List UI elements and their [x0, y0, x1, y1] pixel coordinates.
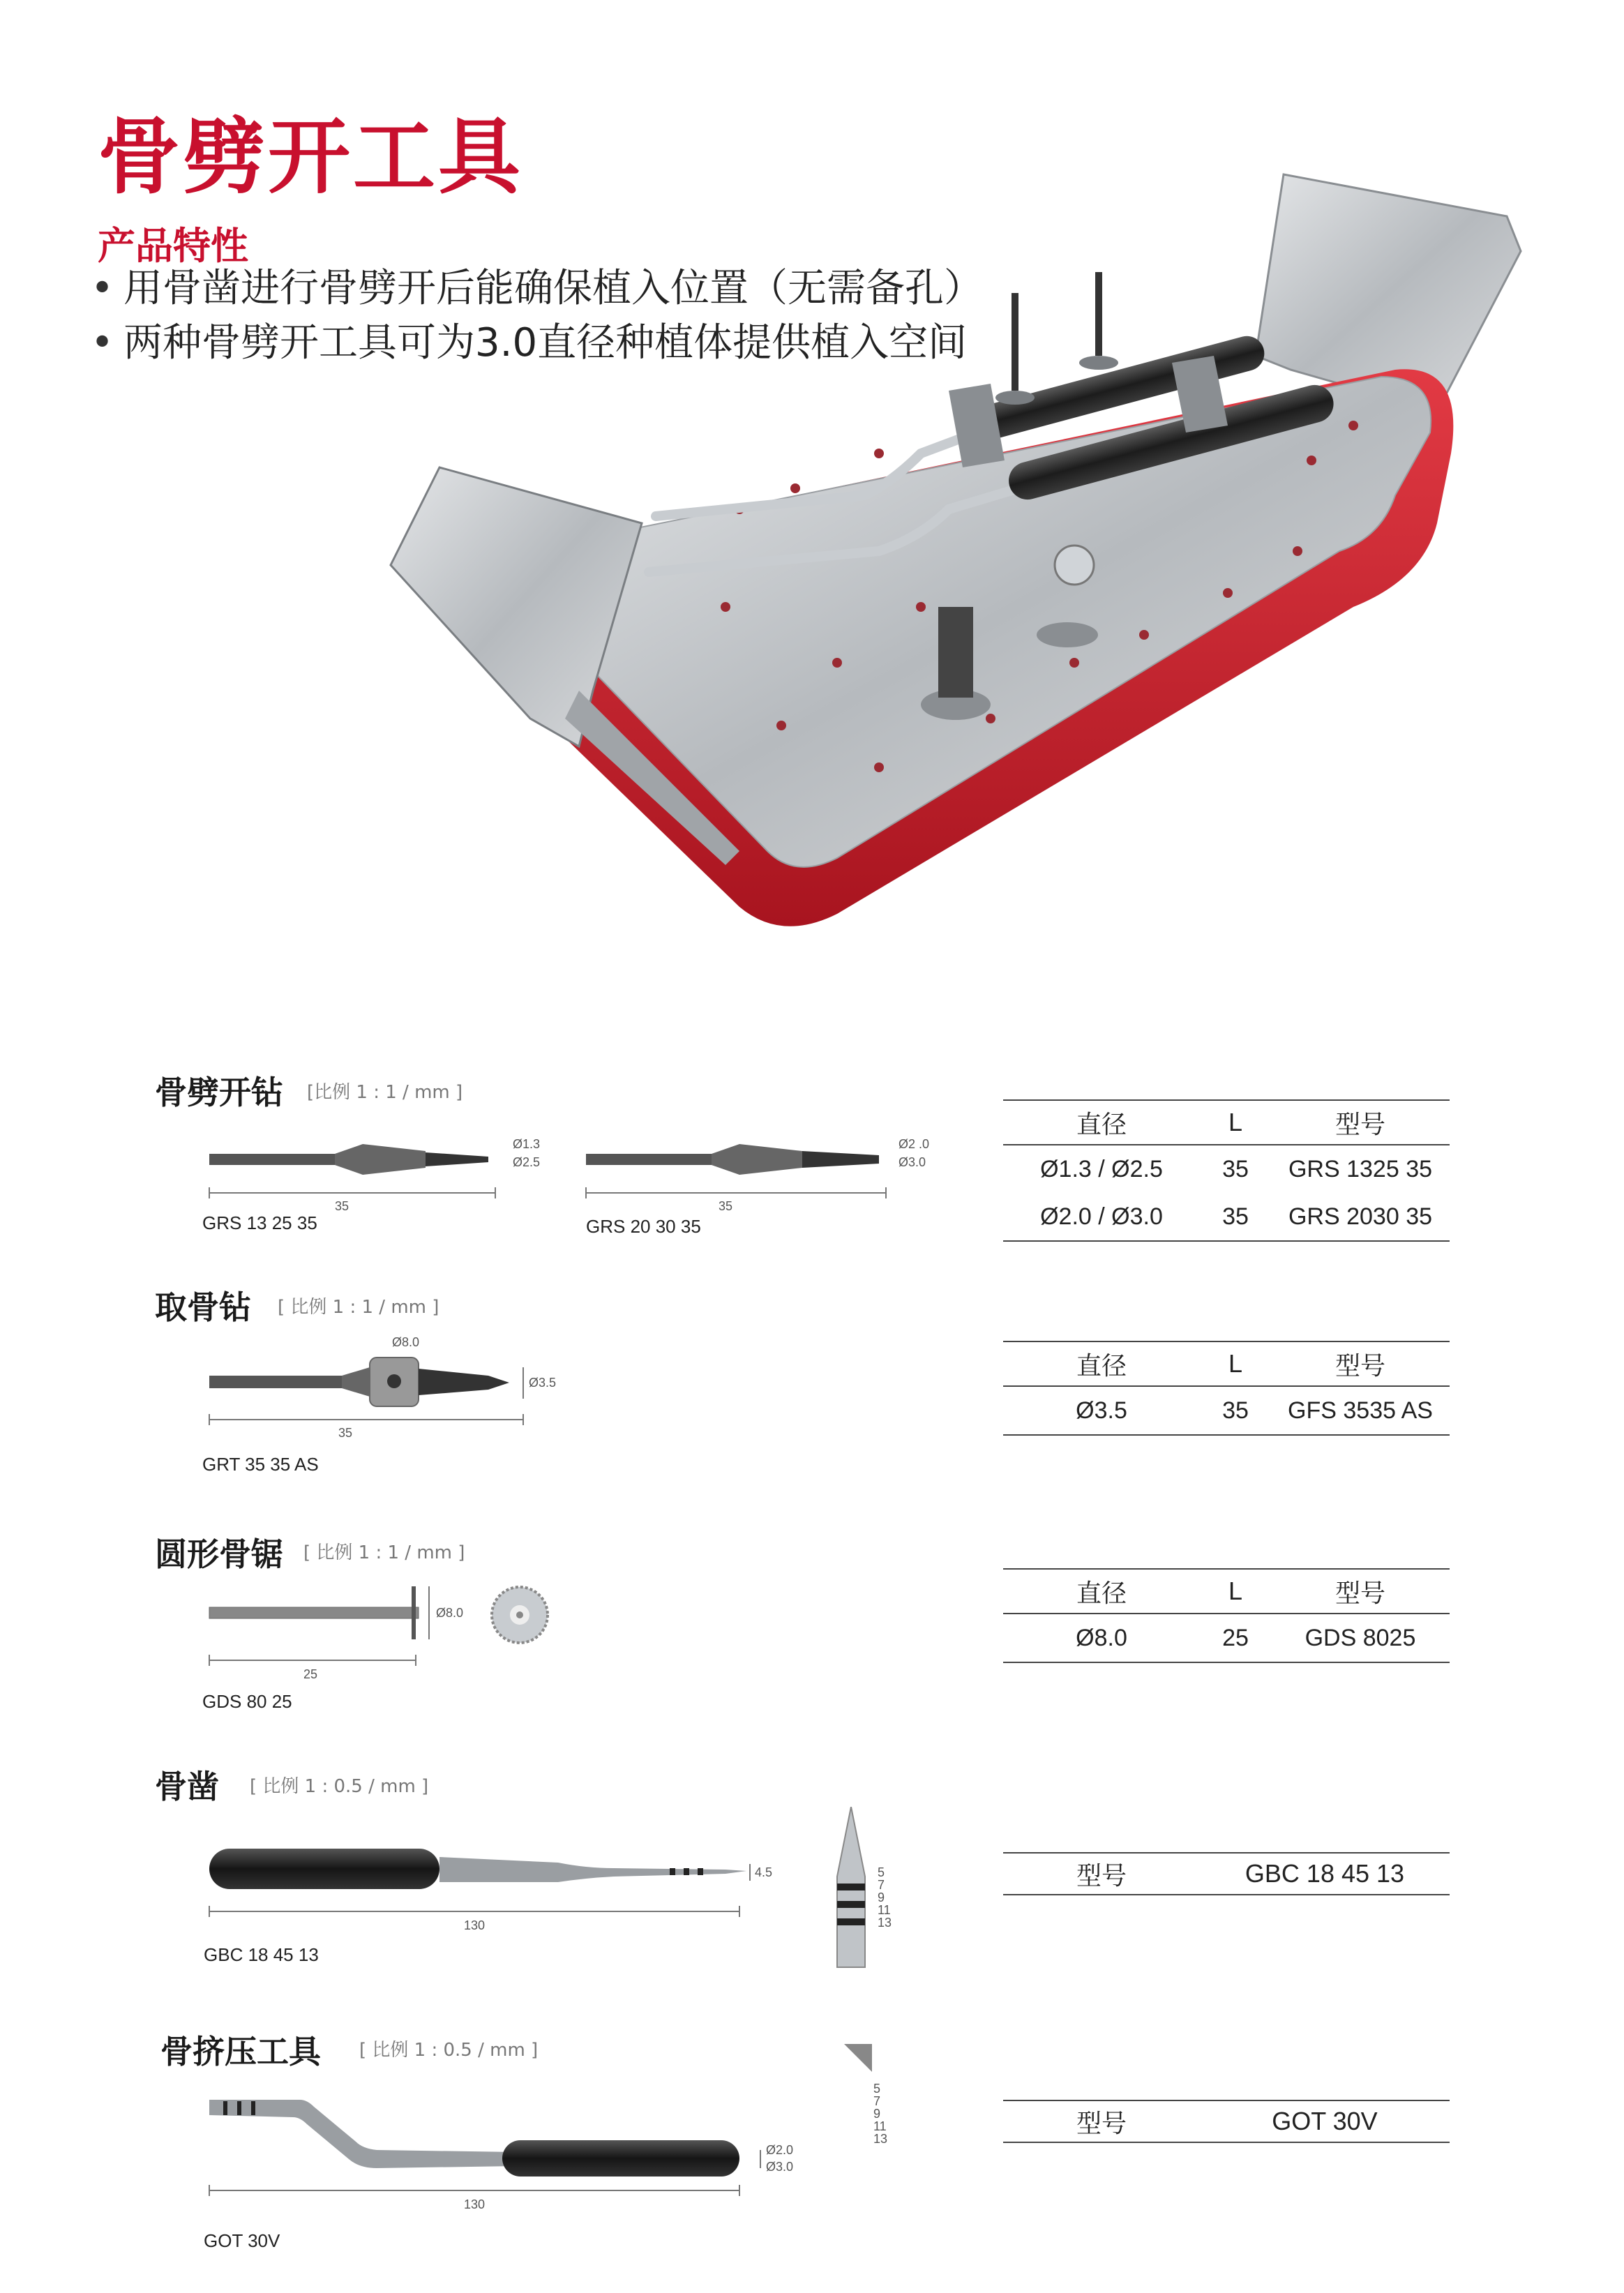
dim-dia: Ø3.0	[766, 2160, 794, 2174]
dim-dia: Ø8.0	[436, 1606, 464, 1620]
table-cell: GRS 2030 35	[1271, 1193, 1450, 1241]
depth-mark: 11	[878, 1903, 891, 1917]
scale-note: [ 比例 1 : 0.5 / mm ]	[359, 2040, 539, 2061]
scale-note: [ 比例 1 : 1 / mm ]	[303, 1542, 465, 1563]
table-cell: Ø8.0	[1003, 1614, 1200, 1662]
saw-disc-icon	[492, 1587, 548, 1643]
product-code: GBC 18 45 13	[204, 1944, 319, 1965]
col-header: 型号	[1003, 2100, 1200, 2142]
depth-mark: 7	[873, 2094, 881, 2108]
standing-drills	[1015, 272, 1099, 391]
depth-mark: 13	[878, 1916, 892, 1930]
depth-mark: 5	[878, 1865, 885, 1879]
col-header: L	[1200, 1341, 1271, 1386]
trephine	[938, 607, 973, 698]
dim-dia: Ø3.5	[529, 1376, 557, 1390]
col-header: 型号	[1271, 1341, 1450, 1386]
table-cell: GOT 30V	[1200, 2100, 1450, 2142]
chisel-depth-marks	[830, 1807, 914, 1974]
dim-dia: Ø1.3	[513, 1137, 541, 1151]
table-row	[1003, 1614, 1450, 1662]
col-header: L	[1200, 1569, 1271, 1614]
scale-note: [ 比例 1 : 1 / mm ]	[278, 1297, 439, 1318]
depth-mark: 13	[873, 2132, 888, 2146]
table-cell: Ø1.3 / Ø2.5	[1040, 1155, 1163, 1182]
drill-base	[995, 391, 1035, 405]
depth-mark: 9	[878, 1890, 885, 1904]
spec-table-disc-saw	[1003, 1568, 1450, 1663]
section-title-trephine: 取骨钻	[155, 1288, 251, 1326]
dim-length: 35	[719, 1199, 733, 1213]
scale-note: [ 比例 1 : 0.5 / mm ]	[250, 1776, 429, 1797]
table-row	[1003, 1193, 1450, 1241]
col-header: 型号	[1271, 1569, 1450, 1614]
table-cell: Ø3.5	[1003, 1386, 1200, 1435]
features-heading: 产品特性	[98, 224, 248, 268]
col-header: 型号	[1003, 1853, 1200, 1895]
section-title-ridge-drill: 骨劈开钻	[155, 1074, 283, 1111]
depth-mark: 9	[873, 2107, 881, 2121]
spec-table-osteotome	[1003, 2100, 1450, 2143]
dim-length: 25	[303, 1667, 318, 1681]
drill-grs-132535	[209, 1137, 540, 1213]
dim-dia: Ø2.0	[766, 2143, 794, 2157]
osteotome-drawing	[195, 2086, 893, 2225]
col-header: 直径	[1003, 1100, 1200, 1145]
spec-table-trephine	[1003, 1341, 1450, 1436]
dim-length: 130	[464, 2197, 486, 2211]
table-cell: GBC 18 45 13	[1200, 1853, 1450, 1895]
dim-length: 35	[338, 1426, 353, 1440]
table-cell: Ø2.0 / Ø3.0	[1003, 1193, 1200, 1241]
trephine-drawing	[195, 1332, 586, 1451]
product-code: GRS 13 25 35	[202, 1212, 317, 1233]
table-cell: GRS 1325 35	[1288, 1155, 1433, 1182]
product-code: GRS 20 30 35	[586, 1216, 701, 1237]
section-title-osteotome: 骨挤压工具	[160, 2033, 321, 2070]
tool-tray-illustration	[349, 160, 1535, 963]
drill-grs-203035	[586, 1137, 929, 1213]
feature-item: • 用骨凿进行骨劈开后能确保植入位置（无需备孔）	[91, 262, 983, 316]
table-cell: 35	[1222, 1155, 1249, 1182]
spec-table-chisel	[1003, 1852, 1450, 1895]
table-cell: 35	[1200, 1193, 1271, 1241]
product-code: GRT 35 35 AS	[202, 1454, 319, 1475]
col-header: 型号	[1271, 1100, 1450, 1145]
product-code: GDS 80 25	[202, 1691, 292, 1712]
depth-mark: 7	[878, 1878, 885, 1892]
dim-dia: Ø2.5	[513, 1155, 541, 1169]
dim-dia: Ø2 .0	[899, 1137, 930, 1151]
spec-table-ridge-drill	[1003, 1099, 1450, 1242]
table-cell: 35	[1200, 1386, 1271, 1435]
table-cell: 25	[1200, 1614, 1271, 1662]
depth-mark: 5	[873, 2082, 881, 2096]
disc-saw-drawing	[195, 1577, 586, 1688]
drill-base	[1079, 356, 1118, 370]
saw-disc	[1055, 546, 1094, 585]
table-cell: GFS 3535 AS	[1271, 1386, 1450, 1435]
dim-width: 4.5	[755, 1865, 773, 1879]
depth-mark: 11	[873, 2119, 887, 2133]
dim-length: 35	[335, 1199, 349, 1213]
scale-note: [比例 1 : 1 / mm ]	[307, 1082, 463, 1103]
col-header: 直径	[1003, 1569, 1200, 1614]
feature-item: • 两种骨劈开工具可为3.0直径种植体提供植入空间	[91, 316, 983, 370]
section-title-disc-saw: 圆形骨锯	[155, 1535, 283, 1573]
col-header: L	[1200, 1100, 1271, 1145]
dim-dia: Ø8.0	[392, 1335, 420, 1349]
table-row	[1003, 1386, 1450, 1435]
dim-length: 130	[464, 1918, 486, 1932]
dim-dia: Ø3.0	[899, 1155, 926, 1169]
product-code: GOT 30V	[204, 2230, 280, 2251]
table-cell: GDS 8025	[1271, 1614, 1450, 1662]
saw-base	[1037, 622, 1098, 647]
osteotome-depth-marks	[837, 2044, 907, 2163]
section-title-chisel: 骨凿	[155, 1768, 219, 1805]
col-header: 直径	[1003, 1341, 1200, 1386]
table-row	[1003, 1145, 1450, 1193]
page-title: 骨劈开工具	[98, 108, 524, 205]
